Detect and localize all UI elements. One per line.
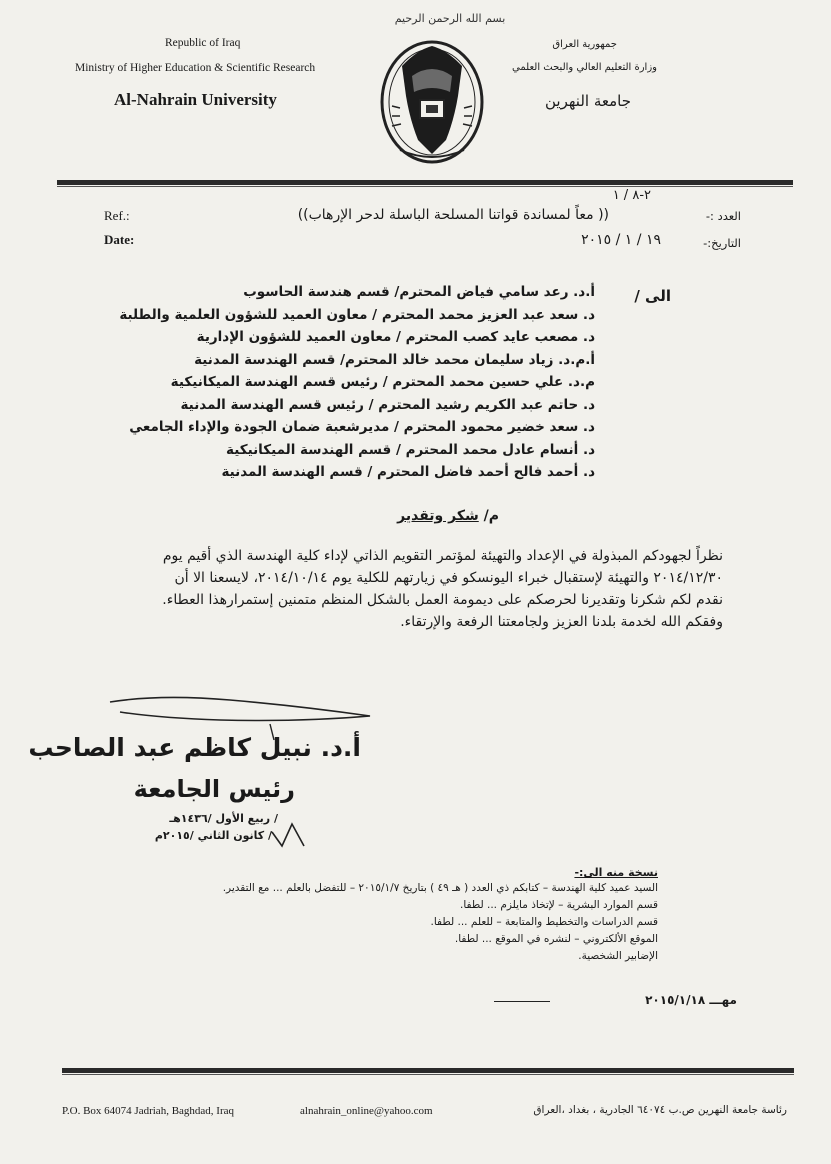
- subject-title: شكر وتقدير: [397, 508, 479, 524]
- slogan: (( معاً لمساندة قواتنا المسلحة الباسلة لدحر الإرهاب)): [297, 207, 609, 223]
- handwritten-date: ١٩ / ١ / ٢٠١٥: [581, 232, 661, 248]
- handwritten-number: ٢-٨ / ١: [612, 188, 651, 203]
- signatory-name: أ.د. نبيل كاظم عبد الصاحب: [28, 733, 361, 762]
- signatory-title: رئيس الجامعة: [133, 775, 295, 803]
- recipient-item: أ.د. رعد سامي فياض المحترم/ قسم هندسة الحاسوب: [243, 284, 595, 300]
- body-line: نظراً لجهودكم المبذولة في الإعداد والتهيئة لمؤتمر التقويم الذاتي لإداء كلية الهندسة الذي أقيم يوم: [162, 548, 723, 564]
- body-line: وفقكم الله لخدمة بلدنا العزيز ولجامعتنا الرفعة والإرتقاء.: [400, 614, 723, 630]
- to-label: الى /: [634, 287, 671, 305]
- footer-divider: [62, 1068, 794, 1073]
- copy-item: الإضابير الشخصية.: [578, 950, 658, 962]
- footer-address-en: P.O. Box 64074 Jadriah, Baghdad, Iraq: [62, 1105, 235, 1117]
- university-emblem-icon: [372, 36, 492, 170]
- recipient-item: د. مصعب عايد كصب المحترم / معاون العميد للشؤون الإدارية: [196, 329, 595, 345]
- recipient-item: م.د. علي حسين محمد المحترم / رئيس قسم الهندسة الميكانيكية: [170, 374, 595, 390]
- typist-mark: مهـــ ٢٠١٥/١/١٨: [645, 993, 737, 1007]
- subject-line: [397, 508, 499, 524]
- copies-heading: نسخة منه الى:-: [574, 866, 658, 879]
- copies-list: [223, 880, 658, 965]
- gregorian-date: / كانون الثاني /٢٠١٥م: [154, 829, 272, 842]
- footer-address-ar: رئاسة جامعة النهرين ص.ب ٦٤٠٧٤ الجادرية ، بغداد ،العراق: [533, 1104, 787, 1116]
- recipient-item: أ.م.د. زياد سليمان محمد خالد المحترم/ قسم الهندسة المدنية: [194, 351, 595, 368]
- date-label: Date:: [104, 232, 135, 247]
- recipient-item: د. سعد خضير محمود المحترم / مديرشعبة ضمان الجودة والإداء الجامعي: [129, 419, 595, 435]
- recipient-item: د. حاتم عبد الكريم رشيد المحترم / رئيس قسم الهندسة المدنية: [180, 396, 595, 413]
- mark-underline: [494, 1001, 550, 1002]
- letter-body: [113, 545, 723, 633]
- header-divider-thin: [57, 186, 793, 187]
- footer-email: alnahrain_online@yahoo.com: [300, 1105, 433, 1117]
- copy-item: قسم الدراسات والتخطيط والمتابعة – للعلم ... لطفا.: [430, 916, 658, 928]
- header-en-university: Al-Nahrain University: [114, 90, 277, 109]
- body-line: ٢٠١٤/١٢/٣٠ والتهيئة لإستقبال خبراء اليونسكو في زيارتهم للكلية يوم ٢٠١٤/١٠/١٤، لايسعنا الا أن: [174, 570, 723, 586]
- header-en-ministry: Ministry of Higher Education & Scientific Research: [75, 62, 316, 74]
- hijri-date: / ربيع الأول /١٤٣٦هـ: [169, 812, 278, 825]
- ref-label: Ref.:: [104, 208, 130, 223]
- header-divider: [57, 180, 793, 185]
- copy-item: الموقع الألكتروني – لنشره في الموقع ... لطفا.: [454, 933, 658, 945]
- recipient-list: [119, 281, 595, 484]
- basmala-calligraphy: بسم الله الرحمن الرحيم: [394, 12, 506, 25]
- header-ar-university: جامعة النهرين: [545, 92, 631, 110]
- date-label-ar: التاريخ:-: [703, 236, 741, 250]
- number-label: العدد :-: [705, 209, 741, 223]
- recipient-item: د. أحمد فالح أحمد فاضل المحترم / قسم الهندسة المدنية: [221, 464, 595, 480]
- header-ar-republic: جمهورية العراق: [552, 39, 617, 50]
- handwritten-mark: [268, 818, 316, 850]
- recipient-item: د. أنسام عادل محمد المحترم / قسم الهندسة الميكانيكية: [226, 441, 595, 458]
- copy-item: قسم الموارد البشرية – لإتخاذ مايلزم ... لطفا.: [459, 899, 658, 911]
- header-ar-ministry: وزارة التعليم العالي والبحث العلمي: [512, 62, 657, 73]
- footer-divider-thin: [62, 1074, 794, 1075]
- recipient-item: د. سعد عبد العزيز محمد المحترم / معاون العميد للشؤون العلمية والطلبة: [119, 306, 595, 323]
- header-en-republic: Republic of Iraq: [165, 37, 241, 49]
- body-line: نقدم لكم شكرنا وتقديرنا لحرصكم على ديمومة العمل بالشكل المنظم متمنين إستمرارهذا العطاء.: [162, 592, 723, 608]
- subject-prefix: م/: [483, 508, 499, 524]
- copy-item: السيد عميد كلية الهندسة – كتابكم ذي العدد ( هـ ٤٩ ) بتاريخ ٢٠١٥/١/٧ – للتفضل بالعلم ... مع التقدير.: [222, 882, 658, 894]
